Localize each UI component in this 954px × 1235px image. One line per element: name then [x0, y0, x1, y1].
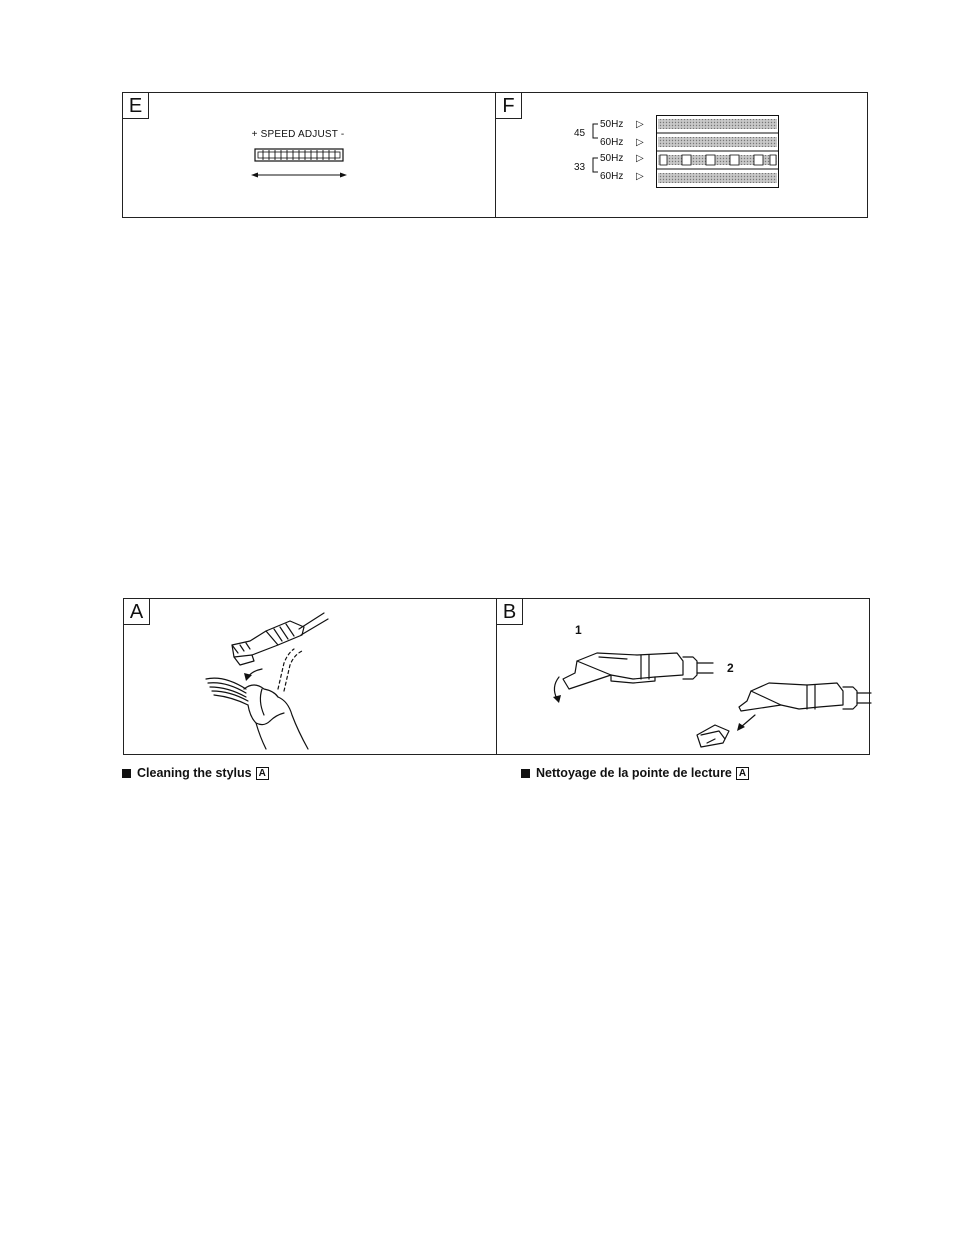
caption-right-text: Nettoyage de la pointe de lecture	[536, 766, 732, 780]
panel-f	[495, 93, 867, 217]
stylus-removal-illustration	[537, 639, 867, 754]
speed-brackets	[590, 121, 600, 187]
triangle-marker-icon: ▷	[636, 153, 644, 164]
panel-e-tag: E	[123, 93, 149, 119]
step-1-label: 1	[575, 623, 582, 637]
stroboscope-pattern	[656, 115, 780, 189]
triangle-marker-icon: ▷	[636, 171, 644, 182]
panel-a-tag: A	[124, 599, 150, 625]
panel-b	[496, 599, 869, 754]
caption-left-ref: A	[256, 767, 269, 780]
freq-label-row-1: 50Hz	[600, 119, 624, 130]
figure-row-ef	[122, 92, 868, 218]
panel-e	[123, 93, 495, 217]
speed-45-label: 45	[574, 128, 586, 139]
caption-left	[122, 766, 269, 780]
panel-b-tag: B	[497, 599, 523, 625]
panel-a	[124, 599, 496, 754]
freq-label-row-3: 50Hz	[600, 153, 624, 164]
caption-right-ref: A	[736, 767, 749, 780]
speed-adjust-slider-icon	[251, 147, 351, 183]
triangle-marker-icon: ▷	[636, 119, 644, 130]
freq-label-row-4: 60Hz	[600, 171, 624, 182]
square-bullet-icon	[122, 769, 131, 778]
triangle-marker-icon: ▷	[636, 137, 644, 148]
speed-33-label: 33	[574, 162, 586, 173]
caption-right	[521, 766, 749, 780]
figure-row-ab	[123, 598, 870, 755]
step-2-label: 2	[727, 661, 734, 675]
stylus-cleaning-brush-illustration	[204, 605, 434, 755]
speed-adjust-label: + SPEED ADJUST -	[251, 129, 345, 140]
square-bullet-icon	[521, 769, 530, 778]
panel-f-tag: F	[496, 93, 522, 119]
freq-label-row-2: 60Hz	[600, 137, 624, 148]
caption-left-text: Cleaning the stylus	[137, 766, 252, 780]
